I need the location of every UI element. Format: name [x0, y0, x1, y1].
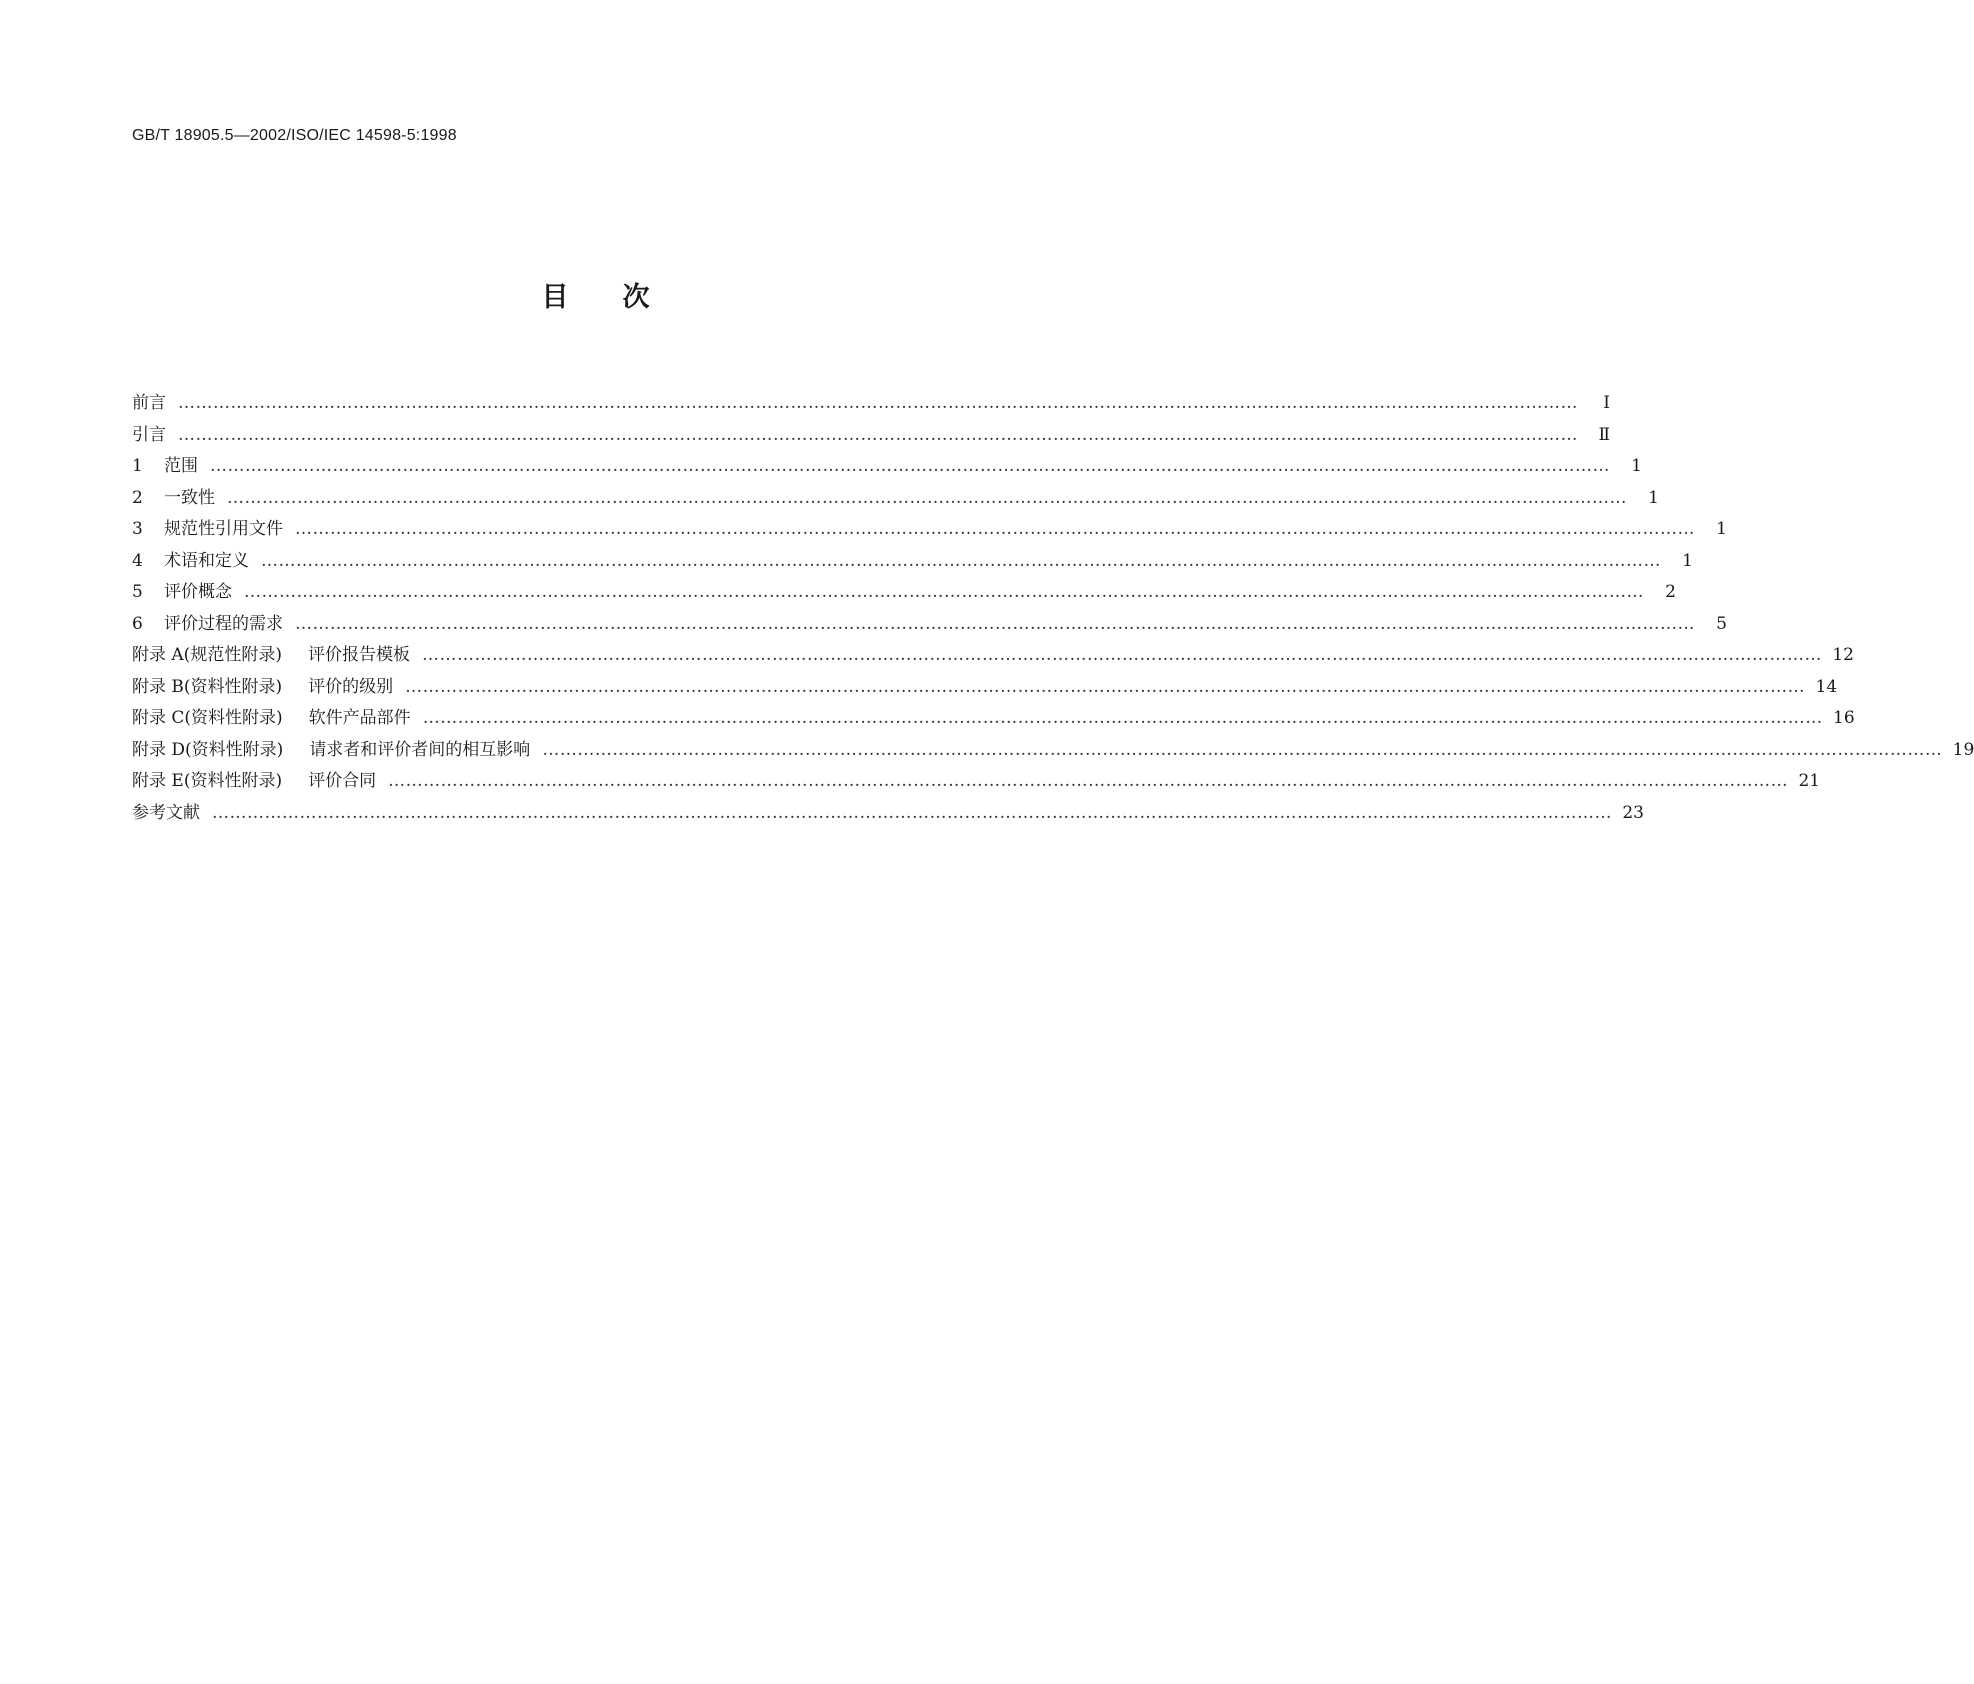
toc-entry-label: 范围 — [164, 456, 198, 476]
toc-entry-label: 附录 C(资料性附录) — [132, 708, 283, 728]
toc-entry-page: 1 — [1716, 519, 1727, 539]
toc-entry[interactable] — [132, 546, 1693, 578]
toc-entry-number: 2 — [132, 487, 143, 508]
toc-entry[interactable] — [132, 640, 1854, 672]
toc-entry-label: 附录 E(资料性附录) — [132, 771, 283, 791]
toc-entry-page: 12 — [1832, 645, 1854, 665]
toc-entry-page: 5 — [1716, 613, 1727, 634]
toc-leader: …………………………………………………………………………………………………………………………………………………………………………………………………………………… — [244, 582, 1644, 602]
toc-entry-number: 3 — [132, 519, 143, 539]
toc-entry-subtitle: 评价报告模板 — [307, 645, 410, 665]
page-title: 目次 — [541, 282, 704, 313]
toc-entry[interactable] — [132, 735, 1974, 767]
toc-entry[interactable] — [132, 609, 1727, 641]
toc-entry-label: 前言 — [132, 393, 166, 413]
toc-entry[interactable] — [132, 577, 1676, 609]
toc-entry-number: 6 — [132, 613, 143, 634]
toc-entry-page: 2 — [1665, 582, 1676, 602]
toc-leader: …………………………………………………………………………………………………………………………………………………………………………………………………………………… — [178, 424, 1578, 445]
toc-entry-page: 1 — [1648, 487, 1659, 508]
toc-leader: …………………………………………………………………………………………………………………………………………………………………………………………………………………… — [542, 739, 1943, 760]
toc-entry-page: 21 — [1798, 771, 1821, 791]
toc-entry-label: 参考文献 — [132, 802, 200, 823]
toc-entry-label: 评价过程的需求 — [164, 613, 283, 634]
toc-entry[interactable] — [132, 766, 1821, 798]
toc-entry[interactable] — [132, 672, 1838, 704]
toc-entry-page: Ⅱ — [1598, 424, 1610, 445]
toc-entry-label: 评价概念 — [164, 582, 232, 602]
toc-entry-number: 1 — [132, 456, 143, 476]
document-header: GB/T 18905.5—2002/ISO/IEC 14598-5:1998 — [132, 127, 457, 144]
toc-entry[interactable] — [132, 703, 1855, 735]
toc-entry-subtitle: 评价合同 — [308, 771, 377, 791]
toc-entry-subtitle: 软件产品部件 — [308, 708, 411, 728]
table-of-contents — [132, 388, 1974, 829]
toc-leader: …………………………………………………………………………………………………………………………………………………………………………………………………………………… — [421, 645, 1822, 665]
toc-entry[interactable] — [132, 420, 1610, 452]
toc-leader: …………………………………………………………………………………………………………………………………………………………………………………………………………………… — [405, 676, 1806, 697]
toc-entry-page: I — [1603, 393, 1610, 413]
toc-entry-page: 16 — [1833, 708, 1855, 728]
toc-entry[interactable] — [132, 483, 1659, 515]
toc-entry[interactable] — [132, 514, 1727, 546]
toc-leader: …………………………………………………………………………………………………………………………………………………………………………………………………………………… — [295, 519, 1695, 539]
toc-entry-number: 5 — [132, 582, 143, 602]
toc-entry-label: 规范性引用文件 — [164, 519, 283, 539]
toc-entry-page: 1 — [1682, 550, 1693, 571]
toc-entry-page: 14 — [1815, 676, 1838, 697]
toc-entry-subtitle: 请求者和评价者间的相互影响 — [309, 739, 531, 760]
toc-entry-page: 23 — [1622, 802, 1644, 823]
toc-leader: …………………………………………………………………………………………………………………………………………………………………………………………………………………… — [422, 708, 1823, 728]
toc-leader: …………………………………………………………………………………………………………………………………………………………………………………………………………………… — [261, 550, 1661, 571]
toc-entry-label: 一致性 — [164, 487, 215, 508]
toc-entry-label: 附录 D(资料性附录) — [132, 739, 284, 760]
toc-entry-subtitle: 评价的级别 — [308, 676, 394, 697]
toc-entry-label: 术语和定义 — [164, 550, 249, 571]
toc-entry[interactable] — [132, 388, 1610, 420]
toc-leader: …………………………………………………………………………………………………………………………………………………………………………………………………………………… — [227, 487, 1627, 508]
toc-entry[interactable] — [132, 798, 1644, 830]
toc-entry-label: 附录 A(规范性附录) — [132, 645, 282, 665]
toc-leader: …………………………………………………………………………………………………………………………………………………………………………………………………………………… — [295, 613, 1695, 634]
toc-entry-label: 附录 B(资料性附录) — [132, 676, 283, 697]
toc-leader: …………………………………………………………………………………………………………………………………………………………………………………………………………………… — [178, 393, 1578, 413]
toc-leader: …………………………………………………………………………………………………………………………………………………………………………………………………………………… — [210, 456, 1610, 476]
toc-leader: …………………………………………………………………………………………………………………………………………………………………………………………………………………… — [388, 771, 1789, 791]
toc-entry-page: 19 — [1952, 739, 1974, 760]
toc-entry-label: 引言 — [132, 424, 166, 445]
toc-entry-page: 1 — [1631, 456, 1642, 476]
toc-entry-number: 4 — [132, 550, 143, 571]
toc-leader: …………………………………………………………………………………………………………………………………………………………………………………………………………………… — [212, 802, 1612, 823]
toc-entry[interactable] — [132, 451, 1642, 483]
